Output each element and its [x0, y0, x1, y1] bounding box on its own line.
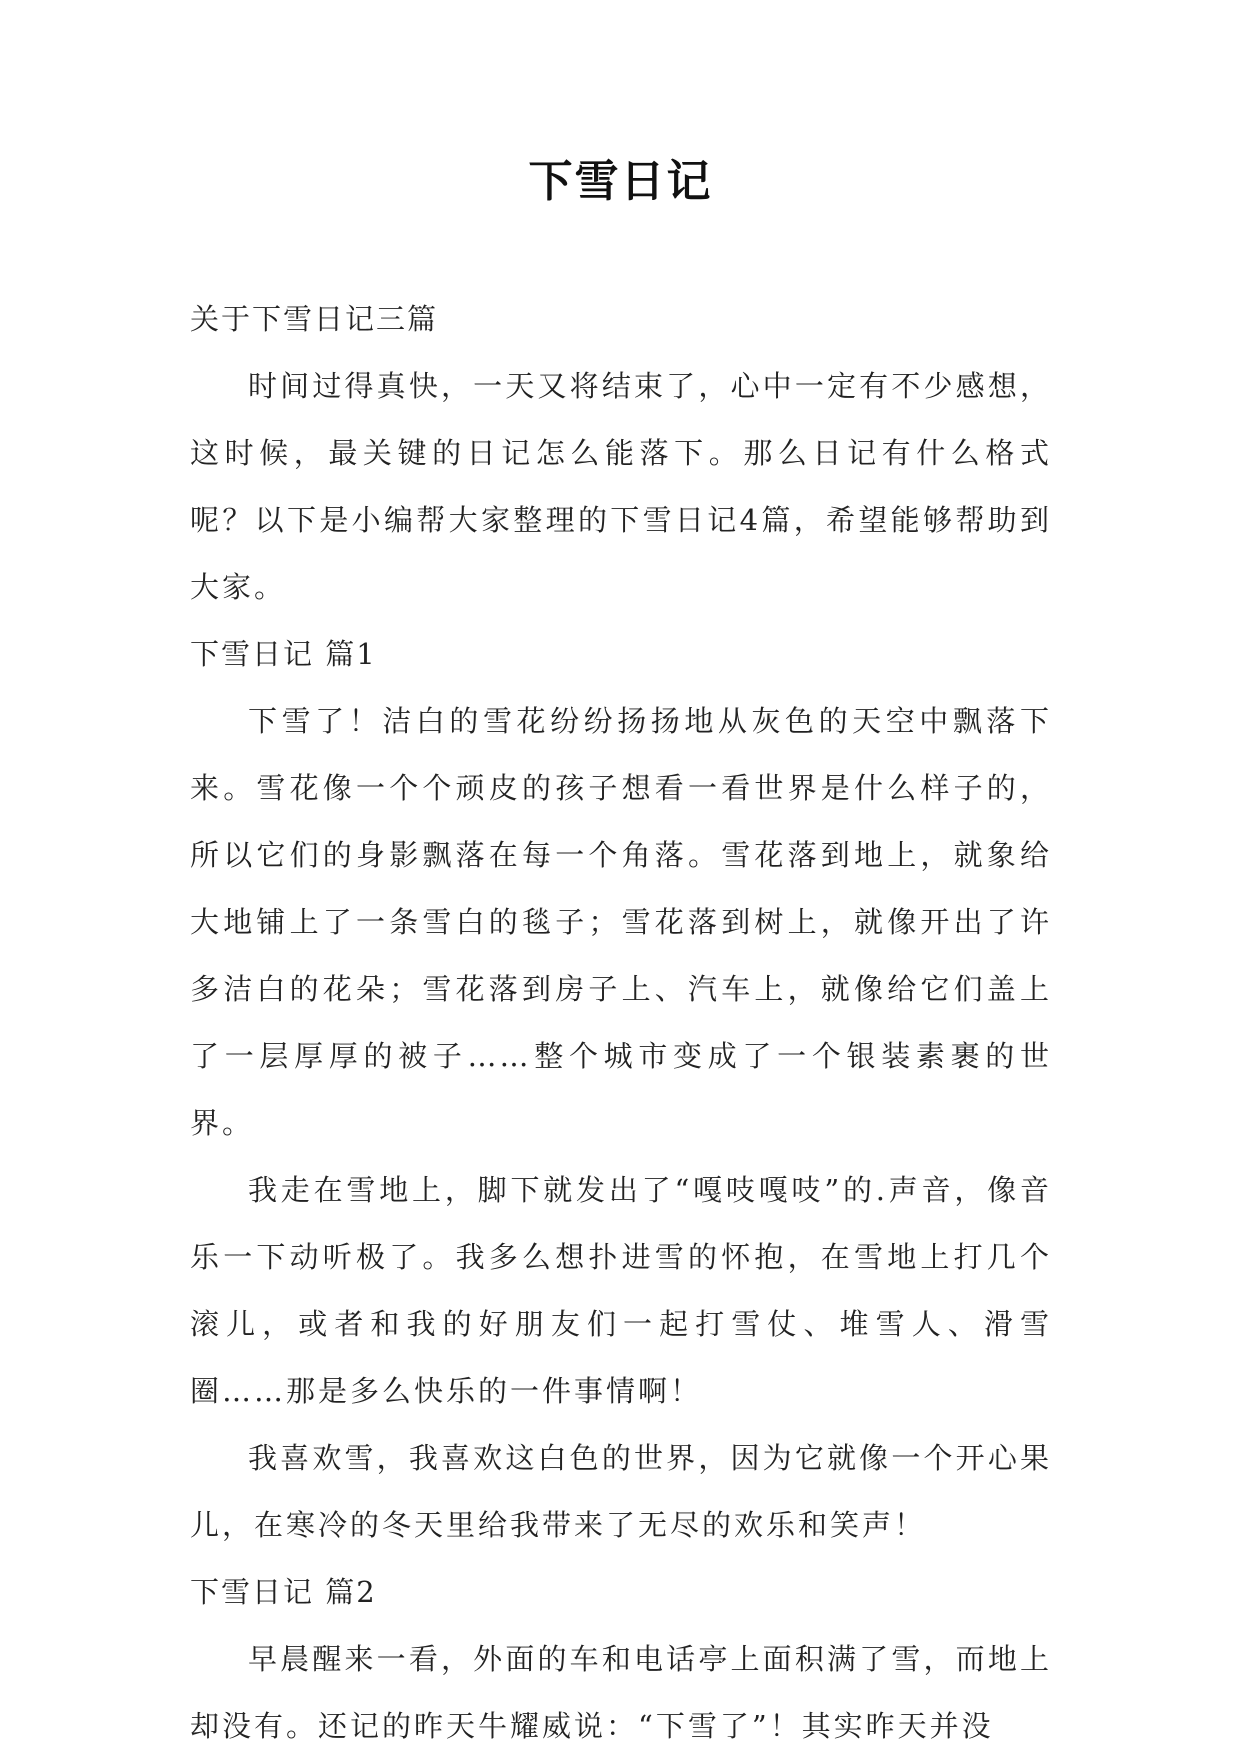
document-body: [190, 286, 1052, 1760]
body-paragraph: 我走在雪地上，脚下就发出了“嘎吱嘎吱”的.声音，像音乐一下动听极了。我多么想扑进雪的怀抱，在雪地上打几个滚儿，或者和我的好朋友们一起打雪仗、堆雪人、滑雪圈……那是多么快乐的一件事情啊！: [190, 1173, 1052, 1408]
body-paragraph: 下雪了！洁白的雪花纷纷扬扬地从灰色的天空中飘落下来。雪花像一个个顽皮的孩子想看一看世界是什么样子的，所以它们的身影飘落在每一个角落。雪花落到地上，就象给大地铺上了一条雪白的毯子；雪花落到树上，就像开出了许多洁白的花朵；雪花落到房子上、汽车上，就像给它们盖上了一层厚厚的被子……整个城市变成了一个银装素裹的世界。: [190, 704, 1052, 1140]
section-heading-2: 下雪日记 篇2: [190, 1575, 377, 1609]
intro-heading: 关于下雪日记三篇: [190, 302, 439, 336]
body-paragraph: 我喜欢雪，我喜欢这白色的世界，因为它就像一个开心果儿，在寒冷的冬天里给我带来了无尽的欢乐和笑声！: [190, 1441, 1052, 1542]
document-title: 下雪日记: [528, 156, 713, 207]
intro-paragraph: 时间过得真快，一天又将结束了，心中一定有不少感想，这时候，最关键的日记怎么能落下。那么日记有什么格式呢？以下是小编帮大家整理的下雪日记4篇，希望能够帮助到大家。: [190, 369, 1052, 604]
body-paragraph: 早晨醒来一看，外面的车和电话亭上面积满了雪，而地上却没有。还记的昨天牛耀威说：“下雪了”！其实昨天并没: [190, 1642, 1052, 1743]
section-heading-1: 下雪日记 篇1: [190, 637, 377, 671]
